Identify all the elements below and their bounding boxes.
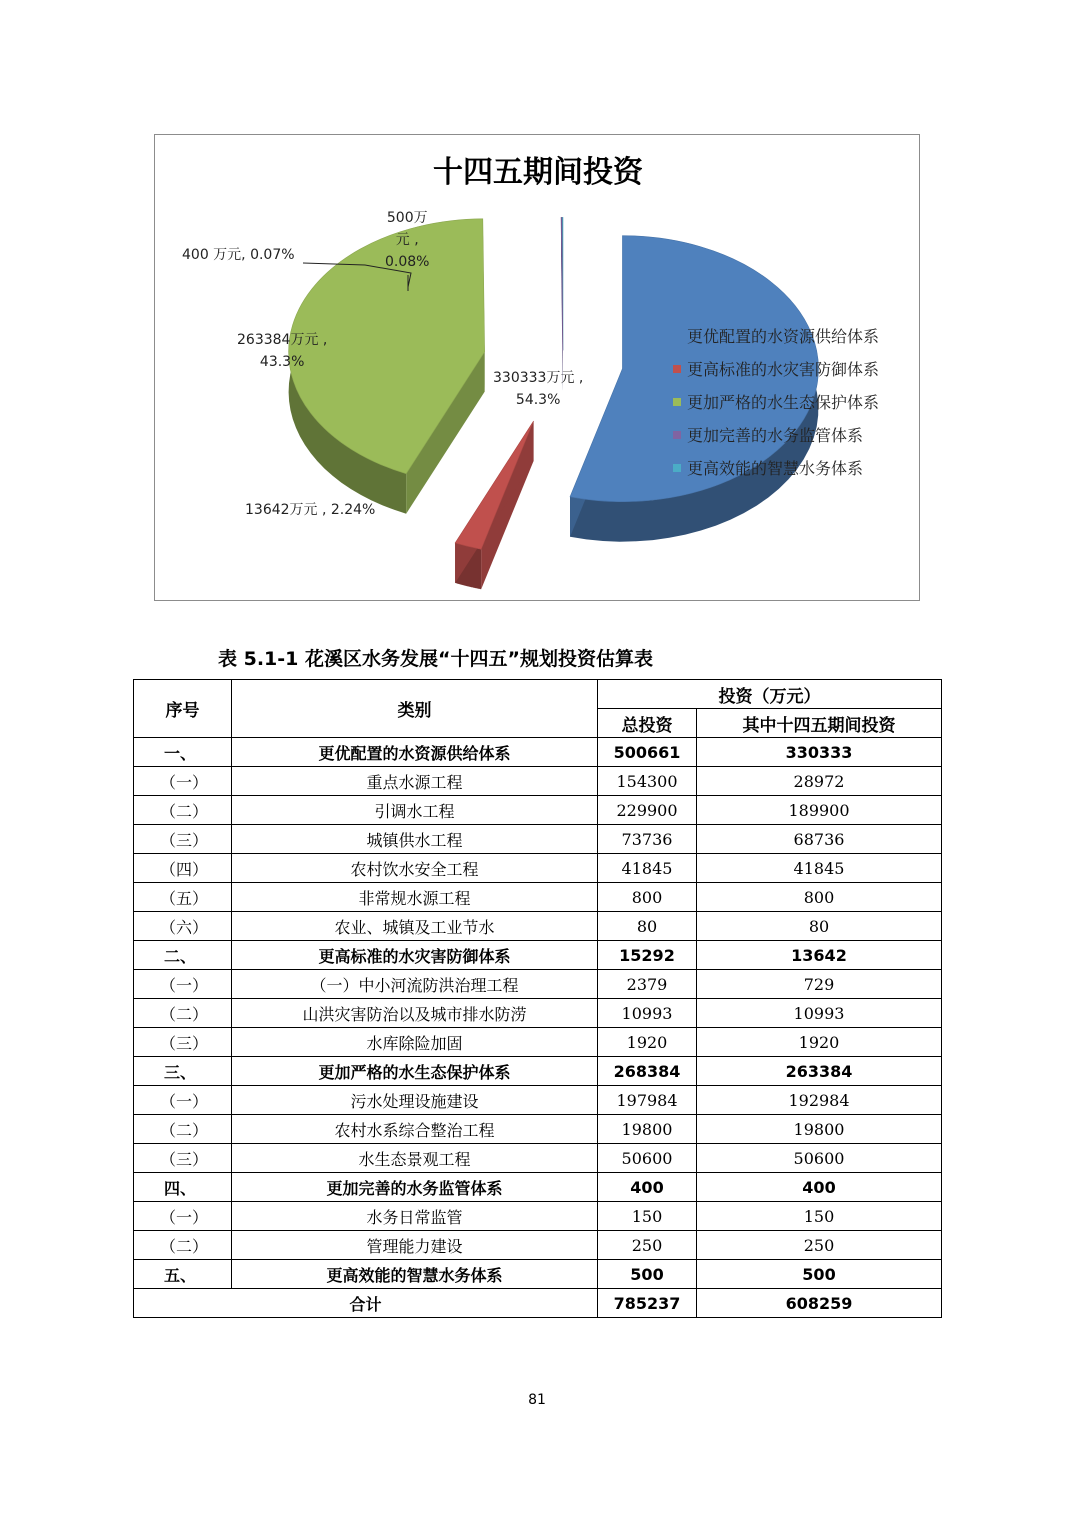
row-period: 13642 xyxy=(697,941,942,970)
row-seq: （三） xyxy=(134,825,232,854)
total-row xyxy=(134,1289,942,1318)
row-total: 10993 xyxy=(598,999,697,1028)
investment-pie-chart xyxy=(154,134,920,601)
row-total: 73736 xyxy=(598,825,697,854)
row-category: 农村水系综合整治工程 xyxy=(232,1115,598,1144)
legend-item: 更高效能的智慧水务体系 xyxy=(673,451,879,484)
table-row xyxy=(134,767,942,796)
row-category: 更加严格的水生态保护体系 xyxy=(232,1057,598,1086)
table-section-row xyxy=(134,1057,942,1086)
row-seq: （一） xyxy=(134,767,232,796)
pie-slice xyxy=(455,421,533,589)
total-sum: 785237 xyxy=(598,1289,697,1318)
row-total: 250 xyxy=(598,1231,697,1260)
row-category: 管理能力建设 xyxy=(232,1231,598,1260)
row-seq: （二） xyxy=(134,1231,232,1260)
row-seq: （六） xyxy=(134,912,232,941)
legend-item: 更加严格的水生态保护体系 xyxy=(673,385,879,418)
row-seq: （二） xyxy=(134,796,232,825)
row-total: 150 xyxy=(598,1202,697,1231)
row-total: 2379 xyxy=(598,970,697,999)
table-row xyxy=(134,883,942,912)
row-category: 水生态景观工程 xyxy=(232,1144,598,1173)
row-total: 154300 xyxy=(598,767,697,796)
row-category: 城镇供水工程 xyxy=(232,825,598,854)
data-label-supervision: 400 万元, 0.07% xyxy=(182,247,295,263)
row-total: 41845 xyxy=(598,854,697,883)
row-category: （一）中小河流防洪治理工程 xyxy=(232,970,598,999)
row-period: 192984 xyxy=(697,1086,942,1115)
row-category: 更高标准的水灾害防御体系 xyxy=(232,941,598,970)
legend-swatch xyxy=(673,431,681,439)
row-seq: （一） xyxy=(134,1202,232,1231)
table-section-row xyxy=(134,941,942,970)
row-period: 150 xyxy=(697,1202,942,1231)
row-seq: （三） xyxy=(134,1028,232,1057)
total-label: 合计 xyxy=(134,1289,598,1318)
row-period: 28972 xyxy=(697,767,942,796)
row-category: 农村饮水安全工程 xyxy=(232,854,598,883)
row-seq: （一） xyxy=(134,1086,232,1115)
chart-title: 十四五期间投资 xyxy=(433,155,643,190)
row-category: 山洪灾害防治以及城市排水防涝 xyxy=(232,999,598,1028)
row-total: 500661 xyxy=(598,738,697,767)
total-period-sum: 608259 xyxy=(697,1289,942,1318)
row-total: 19800 xyxy=(598,1115,697,1144)
row-seq: （三） xyxy=(134,1144,232,1173)
row-period: 189900 xyxy=(697,796,942,825)
row-category: 污水处理设施建设 xyxy=(232,1086,598,1115)
row-seq: 四、 xyxy=(134,1173,232,1202)
row-total: 50600 xyxy=(598,1144,697,1173)
table-caption: 表 5.1-1 花溪区水务发展“十四五”规划投资估算表 xyxy=(218,648,653,670)
table-row xyxy=(134,854,942,883)
row-total: 80 xyxy=(598,912,697,941)
row-seq: （二） xyxy=(134,1115,232,1144)
header-period: 其中十四五期间投资 xyxy=(697,709,942,738)
legend-item: 更高标准的水灾害防御体系 xyxy=(673,352,879,385)
table-row xyxy=(134,1115,942,1144)
row-period: 263384 xyxy=(697,1057,942,1086)
row-seq: （二） xyxy=(134,999,232,1028)
row-total: 15292 xyxy=(598,941,697,970)
row-category: 更高效能的智慧水务体系 xyxy=(232,1260,598,1289)
row-category: 水库除险加固 xyxy=(232,1028,598,1057)
row-seq: 三、 xyxy=(134,1057,232,1086)
row-total: 1920 xyxy=(598,1028,697,1057)
chart-legend xyxy=(673,319,879,484)
row-period: 41845 xyxy=(697,854,942,883)
row-seq: （五） xyxy=(134,883,232,912)
row-seq: （四） xyxy=(134,854,232,883)
row-category: 农业、城镇及工业节水 xyxy=(232,912,598,941)
header-row xyxy=(134,680,942,709)
row-category: 更优配置的水资源供给体系 xyxy=(232,738,598,767)
page-number: 81 xyxy=(528,1392,546,1408)
data-label-ecology: 263384万元 , 43.3% xyxy=(237,332,328,370)
row-seq: 五、 xyxy=(134,1260,232,1289)
row-period: 50600 xyxy=(697,1144,942,1173)
row-category: 更加完善的水务监管体系 xyxy=(232,1173,598,1202)
row-period: 250 xyxy=(697,1231,942,1260)
row-category: 非常规水源工程 xyxy=(232,883,598,912)
data-label-smart-water: 500万 元 , 0.08% xyxy=(385,210,430,270)
row-total: 229900 xyxy=(598,796,697,825)
data-label-water-supply: 330333万元 , 54.3% xyxy=(493,370,584,408)
legend-item: 更优配置的水资源供给体系 xyxy=(673,319,879,352)
row-period: 68736 xyxy=(697,825,942,854)
table-row xyxy=(134,912,942,941)
table-row xyxy=(134,999,942,1028)
row-period: 729 xyxy=(697,970,942,999)
table-row xyxy=(134,825,942,854)
row-total: 197984 xyxy=(598,1086,697,1115)
table-row xyxy=(134,1231,942,1260)
row-total: 500 xyxy=(598,1260,697,1289)
table-row xyxy=(134,1028,942,1057)
table-row xyxy=(134,1202,942,1231)
header-total: 总投资 xyxy=(598,709,697,738)
row-period: 1920 xyxy=(697,1028,942,1057)
row-total: 400 xyxy=(598,1173,697,1202)
legend-swatch xyxy=(673,464,681,472)
header-seq: 序号 xyxy=(134,680,232,738)
header-investment: 投资（万元） xyxy=(598,680,942,709)
row-category: 引调水工程 xyxy=(232,796,598,825)
row-period: 80 xyxy=(697,912,942,941)
row-period: 400 xyxy=(697,1173,942,1202)
row-category: 水务日常监管 xyxy=(232,1202,598,1231)
row-category: 重点水源工程 xyxy=(232,767,598,796)
legend-item: 更加完善的水务监管体系 xyxy=(673,418,879,451)
header-category: 类别 xyxy=(232,680,598,738)
table-row xyxy=(134,1144,942,1173)
legend-swatch xyxy=(673,332,681,340)
row-period: 10993 xyxy=(697,999,942,1028)
row-period: 800 xyxy=(697,883,942,912)
table-section-row xyxy=(134,1260,942,1289)
table-row xyxy=(134,970,942,999)
row-period: 330333 xyxy=(697,738,942,767)
row-period: 19800 xyxy=(697,1115,942,1144)
row-seq: （一） xyxy=(134,970,232,999)
legend-swatch xyxy=(673,398,681,406)
legend-swatch xyxy=(673,365,681,373)
table-section-row xyxy=(134,1173,942,1202)
row-seq: 一、 xyxy=(134,738,232,767)
row-period: 500 xyxy=(697,1260,942,1289)
row-total: 268384 xyxy=(598,1057,697,1086)
row-seq: 二、 xyxy=(134,941,232,970)
investment-table xyxy=(133,679,942,1318)
data-label-flood-defense: 13642万元 , 2.24% xyxy=(245,502,376,518)
table-row xyxy=(134,1086,942,1115)
table-section-row xyxy=(134,738,942,767)
table-row xyxy=(134,796,942,825)
row-total: 800 xyxy=(598,883,697,912)
